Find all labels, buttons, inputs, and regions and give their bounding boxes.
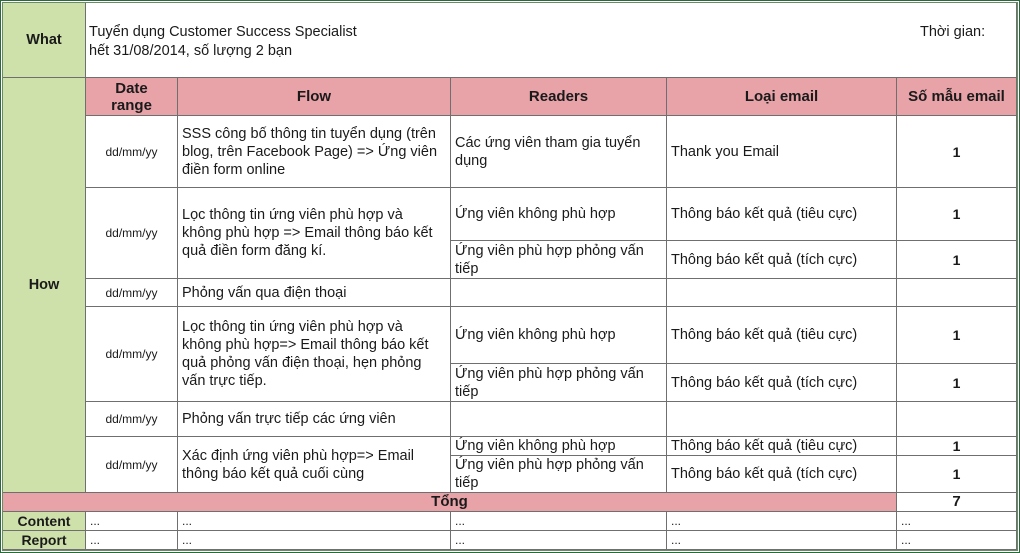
report-cell[interactable]: ... (86, 531, 178, 550)
table-row-count: 1 (897, 364, 1017, 402)
report-cell[interactable]: ... (178, 531, 451, 550)
table-row-reader: Ứng viên phù hợp phỏng vấn tiếp (451, 456, 667, 493)
how-label: How (3, 78, 86, 493)
total-label: Tổng (3, 493, 897, 512)
header-email-type: Loại email (667, 78, 897, 116)
table-row-count: 1 (897, 241, 1017, 279)
table-row-count: 1 (897, 188, 1017, 241)
table-row-reader: Ứng viên không phù hợp (451, 437, 667, 456)
table-row-reader: Ứng viên phù hợp phỏng vấn tiếp (451, 241, 667, 279)
table-row-flow: SSS công bố thông tin tuyển dụng (trên blog, trên Facebook Page) => Ứng viên điền form online (178, 116, 451, 188)
table-row-flow: Xác định ứng viên phù hợp=> Email thông báo kết quả cuối cùng (178, 437, 451, 493)
header-flow: Flow (178, 78, 451, 116)
table-row-flow: Phỏng vấn trực tiếp các ứng viên (178, 402, 451, 437)
report-cell[interactable]: ... (897, 531, 1017, 550)
total-value: 7 (897, 493, 1017, 512)
what-label: What (3, 3, 86, 78)
content-cell[interactable]: ... (86, 512, 178, 531)
table-row-reader: Ứng viên không phù hợp (451, 188, 667, 241)
table-row-count: 1 (897, 116, 1017, 188)
table-row-flow: Lọc thông tin ứng viên phù hợp và không phù hợp=> Email thông báo kết quả phỏng vấn điện thoại, hẹn phỏng vấn trực tiếp. (178, 307, 451, 402)
header-date-range (86, 78, 178, 116)
report-cell[interactable]: ... (451, 531, 667, 550)
header-readers: Readers (451, 78, 667, 116)
content-cell[interactable]: ... (667, 512, 897, 531)
report-cell[interactable]: ... (667, 531, 897, 550)
table-row-flow: Lọc thông tin ứng viên phù hợp và không phù hợp => Email thông báo kết quả điền form đăng kí. (178, 188, 451, 279)
content-cell[interactable]: ... (451, 512, 667, 531)
what-deadline: hết 31/08/2014, số lượng 2 bạn (89, 43, 293, 59)
content-label: Content (3, 512, 86, 531)
header-sample-count: Số mẫu email (897, 78, 1017, 116)
table-row-date: dd/mm/yy (86, 437, 178, 493)
table-row-date: dd/mm/yy (86, 188, 178, 279)
table-row-count: 1 (897, 437, 1017, 456)
what-title: Tuyển dụng Customer Success Specialist (89, 24, 357, 40)
table-row-email: Thông báo kết quả (tích cực) (667, 241, 897, 279)
table-row-date: dd/mm/yy (86, 402, 178, 437)
table-row-email: Thank you Email (667, 116, 897, 188)
table-row-count-empty (897, 402, 1017, 437)
what-time-label: Thời gian: (920, 24, 986, 40)
table-row-email: Thông báo kết quả (tiêu cực) (667, 307, 897, 364)
table-row-reader: Ứng viên không phù hợp (451, 307, 667, 364)
table-row-email-empty (667, 402, 897, 437)
header-date-range-text: Date range (111, 79, 152, 114)
table-row-email: Thông báo kết quả (tích cực) (667, 364, 897, 402)
table-row-flow: Phỏng vấn qua điện thoại (178, 279, 451, 307)
table-row-date: dd/mm/yy (86, 279, 178, 307)
table-row-reader: Các ứng viên tham gia tuyển dụng (451, 116, 667, 188)
table-row-count-empty (897, 279, 1017, 307)
what-content (86, 3, 1017, 78)
content-cell[interactable]: ... (178, 512, 451, 531)
table-row-email: Thông báo kết quả (tích cực) (667, 456, 897, 493)
table-row-email: Thông báo kết quả (tiêu cực) (667, 437, 897, 456)
report-label: Report (3, 531, 86, 550)
table-row-count: 1 (897, 307, 1017, 364)
content-cell[interactable]: ... (897, 512, 1017, 531)
table-row-reader-empty (451, 279, 667, 307)
table-row-date: dd/mm/yy (86, 116, 178, 188)
table-row-email: Thông báo kết quả (tiêu cực) (667, 188, 897, 241)
table-row-date: dd/mm/yy (86, 307, 178, 402)
table-row-reader-empty (451, 402, 667, 437)
table-row-reader: Ứng viên phù hợp phỏng vấn tiếp (451, 364, 667, 402)
table-row-email-empty (667, 279, 897, 307)
table-row-count: 1 (897, 456, 1017, 493)
